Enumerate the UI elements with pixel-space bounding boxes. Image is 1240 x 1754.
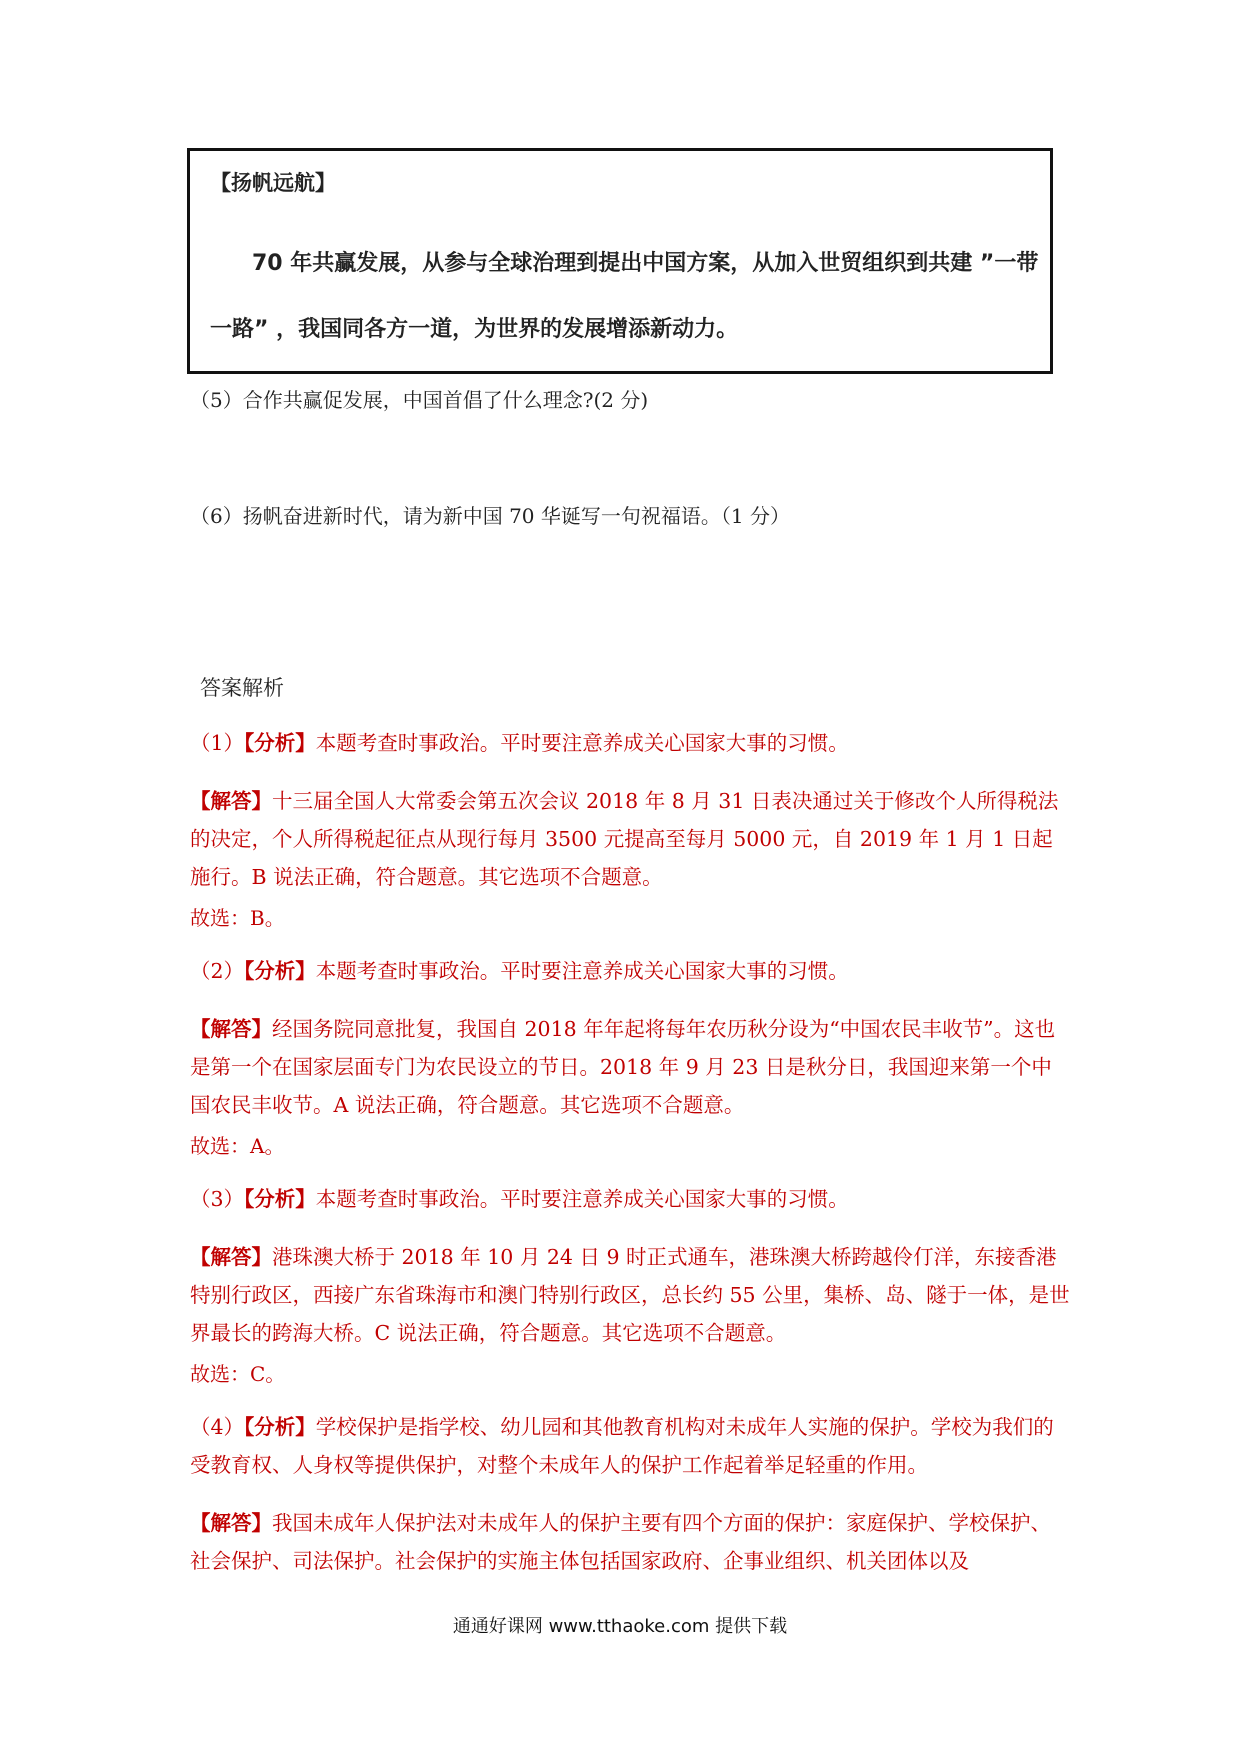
answer-4-analysis: [190, 1408, 1070, 1484]
answer-3-solution: [190, 1238, 1070, 1352]
answer-2-choice: 故选：A。: [190, 1134, 285, 1158]
answer-1-solution-text: 十三届全国人大常委会第五次会议 2018 年 8 月 31 日表决通过关于修改个人所得税法的决定，个人所得税起征点从现行每月 3500 元提高至每月 5000 元，自 2019 年 1 月 1 日起施行。B 说法正确，符合题意。其它选项不合题意。: [190, 789, 1059, 889]
answer-3-choice: 故选：C。: [190, 1362, 286, 1386]
answer-2-prefix: （2）: [190, 959, 245, 983]
answer-2-solution: [190, 1010, 1070, 1124]
analysis-tag: 【分析】: [244, 959, 316, 983]
page-footer: 通通好课网 www.tthaoke.com 提供下载: [452, 1616, 788, 1637]
answer-4-prefix: （4）: [190, 1415, 245, 1439]
answer-3-solution-text: 港珠澳大桥于 2018 年 10 月 24 日 9 时正式通车，港珠澳大桥跨越伶仃洋，东接香港特别行政区，西接广东省珠海市和澳门特别行政区，总长约 55 公里，集桥、岛、隧于一体，是世界最长的跨海大桥。C 说法正确，符合题意。其它选项不合题意。: [190, 1245, 1070, 1345]
answer-1-choice: 故选：B。: [190, 906, 285, 930]
answer-1-prefix: （1）: [190, 731, 245, 755]
analysis-tag: 【分析】: [244, 731, 316, 755]
solution-tag: 【解答】: [190, 789, 272, 813]
answer-1-solution: [190, 782, 1070, 896]
answer-4-solution: [190, 1504, 1070, 1580]
answer-1-analysis-text: 本题考查时事政治。平时要注意养成关心国家大事的习惯。: [315, 731, 849, 755]
answer-3-analysis: [190, 1180, 1070, 1218]
solution-tag: 【解答】: [190, 1511, 272, 1535]
answer-2-analysis: [190, 952, 1070, 990]
box-title: 【扬帆远航】: [210, 171, 336, 195]
question-6: （6）扬帆奋进新时代，请为新中国 70 华诞写一句祝福语。（1 分）: [190, 504, 790, 528]
answer-3-analysis-text: 本题考查时事政治。平时要注意养成关心国家大事的习惯。: [315, 1187, 849, 1211]
solution-tag: 【解答】: [190, 1017, 272, 1041]
answer-2-solution-text: 经国务院同意批复，我国自 2018 年年起将每年农历秋分设为“中国农民丰收节”。这也是第一个在国家层面专门为农民设立的节日。2018 年 9 月 23 日是秋分日，我国迎来第一个中国农民丰收节。A 说法正确，符合题意。其它选项不合题意。: [190, 1017, 1056, 1117]
box-body: 70 年共赢发展，从参与全球治理到提出中国方案，从加入世贸组织到共建 ”一带一路” ，我国同各方一道，为世界的发展增添新动力。: [210, 251, 1039, 342]
analysis-tag: 【分析】: [244, 1415, 316, 1439]
answer-1-analysis: [190, 724, 1070, 762]
answer-2-analysis-text: 本题考查时事政治。平时要注意养成关心国家大事的习惯。: [315, 959, 849, 983]
analysis-tag: 【分析】: [244, 1187, 316, 1211]
solution-tag: 【解答】: [190, 1245, 272, 1269]
answer-4-solution-text: 我国未成年人保护法对未成年人的保护主要有四个方面的保护：家庭保护、学校保护、社会保护、司法保护。社会保护的实施主体包括国家政府、企事业组织、机关团体以及: [190, 1511, 1051, 1573]
quote-box: [187, 148, 1053, 374]
question-5: （5）合作共赢促发展，中国首倡了什么理念?(2 分): [190, 388, 649, 412]
answer-4-analysis-text: 学校保护是指学校、幼儿园和其他教育机构对未成年人实施的保护。学校为我们的受教育权、人身权等提供保护，对整个未成年人的保护工作起着举足轻重的作用。: [190, 1415, 1054, 1477]
answer-3-prefix: （3）: [190, 1187, 245, 1211]
answer-section-title: 答案解析: [200, 676, 284, 700]
